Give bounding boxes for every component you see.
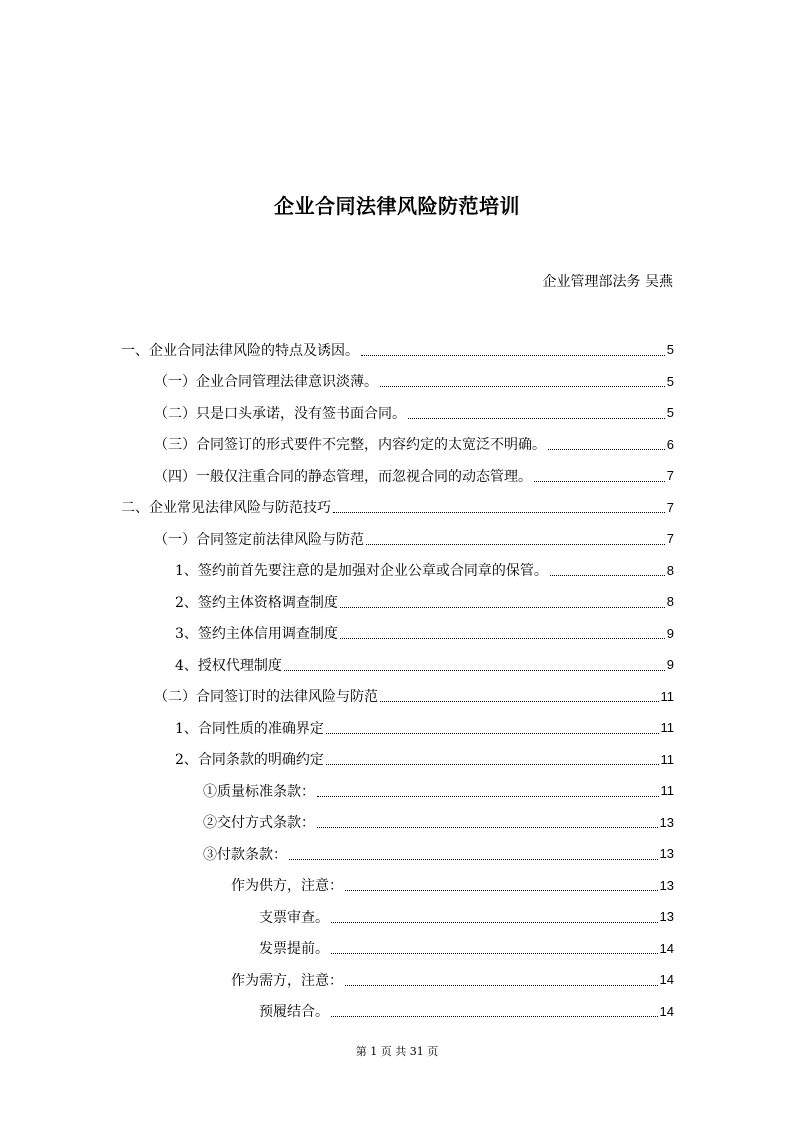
toc-entry-text: ①质量标准条款： [203, 783, 315, 800]
toc-entry [121, 807, 674, 839]
toc-entry [121, 586, 674, 618]
toc-dot-leader [289, 858, 658, 860]
page-footer: 第 1 页 共 31 页 [355, 1045, 439, 1058]
toc-entry [121, 397, 674, 429]
toc-entry [121, 460, 674, 492]
toc-page-number: 8 [666, 562, 674, 578]
toc-entry-text: 预履结合。 [259, 1004, 329, 1021]
toc-entry-text: 作为需方，注意： [231, 972, 343, 989]
toc-entry [121, 492, 674, 524]
toc-entry [121, 964, 674, 996]
toc-page-number: 11 [660, 783, 674, 799]
toc-page-number: 14 [659, 972, 674, 988]
document-title: 企业合同法律风险防范培训 [274, 194, 520, 218]
toc-dot-leader [340, 606, 665, 608]
toc-entry [121, 334, 674, 366]
toc-dot-leader [331, 1015, 658, 1017]
toc-page-number: 11 [660, 688, 674, 704]
toc-dot-leader [408, 417, 665, 419]
toc-dot-leader [366, 543, 665, 545]
toc-page-number: 5 [666, 405, 674, 421]
toc-entry-text: 支票审查。 [259, 909, 329, 926]
toc-entry [121, 649, 674, 681]
toc-entry-text: （二）只是口头承诺，没有签书面合同。 [154, 405, 406, 422]
toc-entry-text: 1、合同性质的准确界定 [175, 720, 324, 737]
toc-dot-leader [345, 984, 658, 986]
toc-page-number: 14 [659, 1003, 674, 1019]
toc-entry-text: 2、签约主体资格调查制度 [175, 594, 338, 611]
toc-page-number: 13 [659, 877, 674, 893]
toc-page-number: 8 [666, 594, 674, 610]
document-author: 企业管理部法务 吴燕 [542, 274, 673, 290]
toc-entry-text: 2、合同条款的明确约定 [175, 752, 324, 769]
toc-dot-leader [317, 826, 658, 828]
toc-page-number: 14 [659, 940, 674, 956]
toc-dot-leader [331, 921, 658, 923]
toc-page-number: 7 [666, 531, 674, 547]
toc-entry-text: ②交付方式条款： [203, 815, 315, 832]
toc-page-number: 5 [666, 373, 674, 389]
toc-dot-leader [548, 448, 665, 450]
toc-page-number: 13 [659, 814, 674, 830]
toc-entry-text: 一、企业合同法律风险的特点及诱因。 [121, 342, 359, 359]
toc-entry-text: （一）合同签定前法律风险与防范 [154, 531, 364, 548]
toc-entry [121, 775, 674, 807]
toc-dot-leader [284, 669, 665, 671]
toc-page-number: 6 [666, 436, 674, 452]
toc-page-number: 7 [666, 499, 674, 515]
toc-page-number: 5 [666, 342, 674, 358]
toc-entry-text: 作为供方，注意： [231, 878, 343, 895]
toc-entry-text: 二、企业常见法律风险与防范技巧 [121, 500, 331, 517]
toc-entry-text: （一）企业合同管理法律意识淡薄。 [154, 374, 378, 391]
toc-entry [121, 366, 674, 398]
toc-dot-leader [317, 795, 659, 797]
toc-dot-leader [550, 574, 665, 576]
toc-page-number: 7 [666, 468, 674, 484]
toc-entry [121, 523, 674, 555]
toc-page-number: 11 [660, 751, 674, 767]
toc-entry-text: （二）合同签订时的法律风险与防范 [154, 689, 378, 706]
toc-entry [121, 933, 674, 965]
toc-entry-text: （三）合同签订的形式要件不完整，内容约定的太宽泛不明确。 [154, 437, 546, 454]
toc-entry [121, 618, 674, 650]
toc-page-number: 9 [666, 625, 674, 641]
toc-entry-text: ③付款条款： [203, 846, 287, 863]
toc-entry [121, 555, 674, 587]
toc-dot-leader [345, 889, 658, 891]
toc-dot-leader [340, 637, 665, 639]
toc-page-number: 9 [666, 657, 674, 673]
toc-dot-leader [361, 354, 665, 356]
toc-entry [121, 996, 674, 1028]
toc-entry [121, 712, 674, 744]
toc-entry-text: （四）一般仅注重合同的静态管理，而忽视合同的动态管理。 [154, 468, 532, 485]
toc-entry [121, 838, 674, 870]
toc-dot-leader [326, 763, 659, 765]
toc-dot-leader [326, 732, 659, 734]
toc-entry [121, 870, 674, 902]
toc-entry-text: 3、签约主体信用调查制度 [175, 626, 338, 643]
toc-entry [121, 429, 674, 461]
toc-page-number: 11 [660, 720, 674, 736]
toc-page-number: 13 [659, 909, 674, 925]
toc-entry-text: 4、授权代理制度 [175, 657, 282, 674]
toc-entry [121, 681, 674, 713]
toc-entry [121, 901, 674, 933]
toc-entry [121, 744, 674, 776]
toc-dot-leader [331, 952, 658, 954]
toc-dot-leader [333, 511, 665, 513]
toc-entry-text: 1、签约前首先要注意的是加强对企业公章或合同章的保管。 [175, 563, 548, 580]
toc-entry-text: 发票提前。 [259, 941, 329, 958]
toc-dot-leader [380, 700, 659, 702]
toc-page-number: 13 [659, 846, 674, 862]
toc-dot-leader [380, 385, 665, 387]
table-of-contents [121, 334, 674, 1027]
toc-dot-leader [534, 480, 665, 482]
